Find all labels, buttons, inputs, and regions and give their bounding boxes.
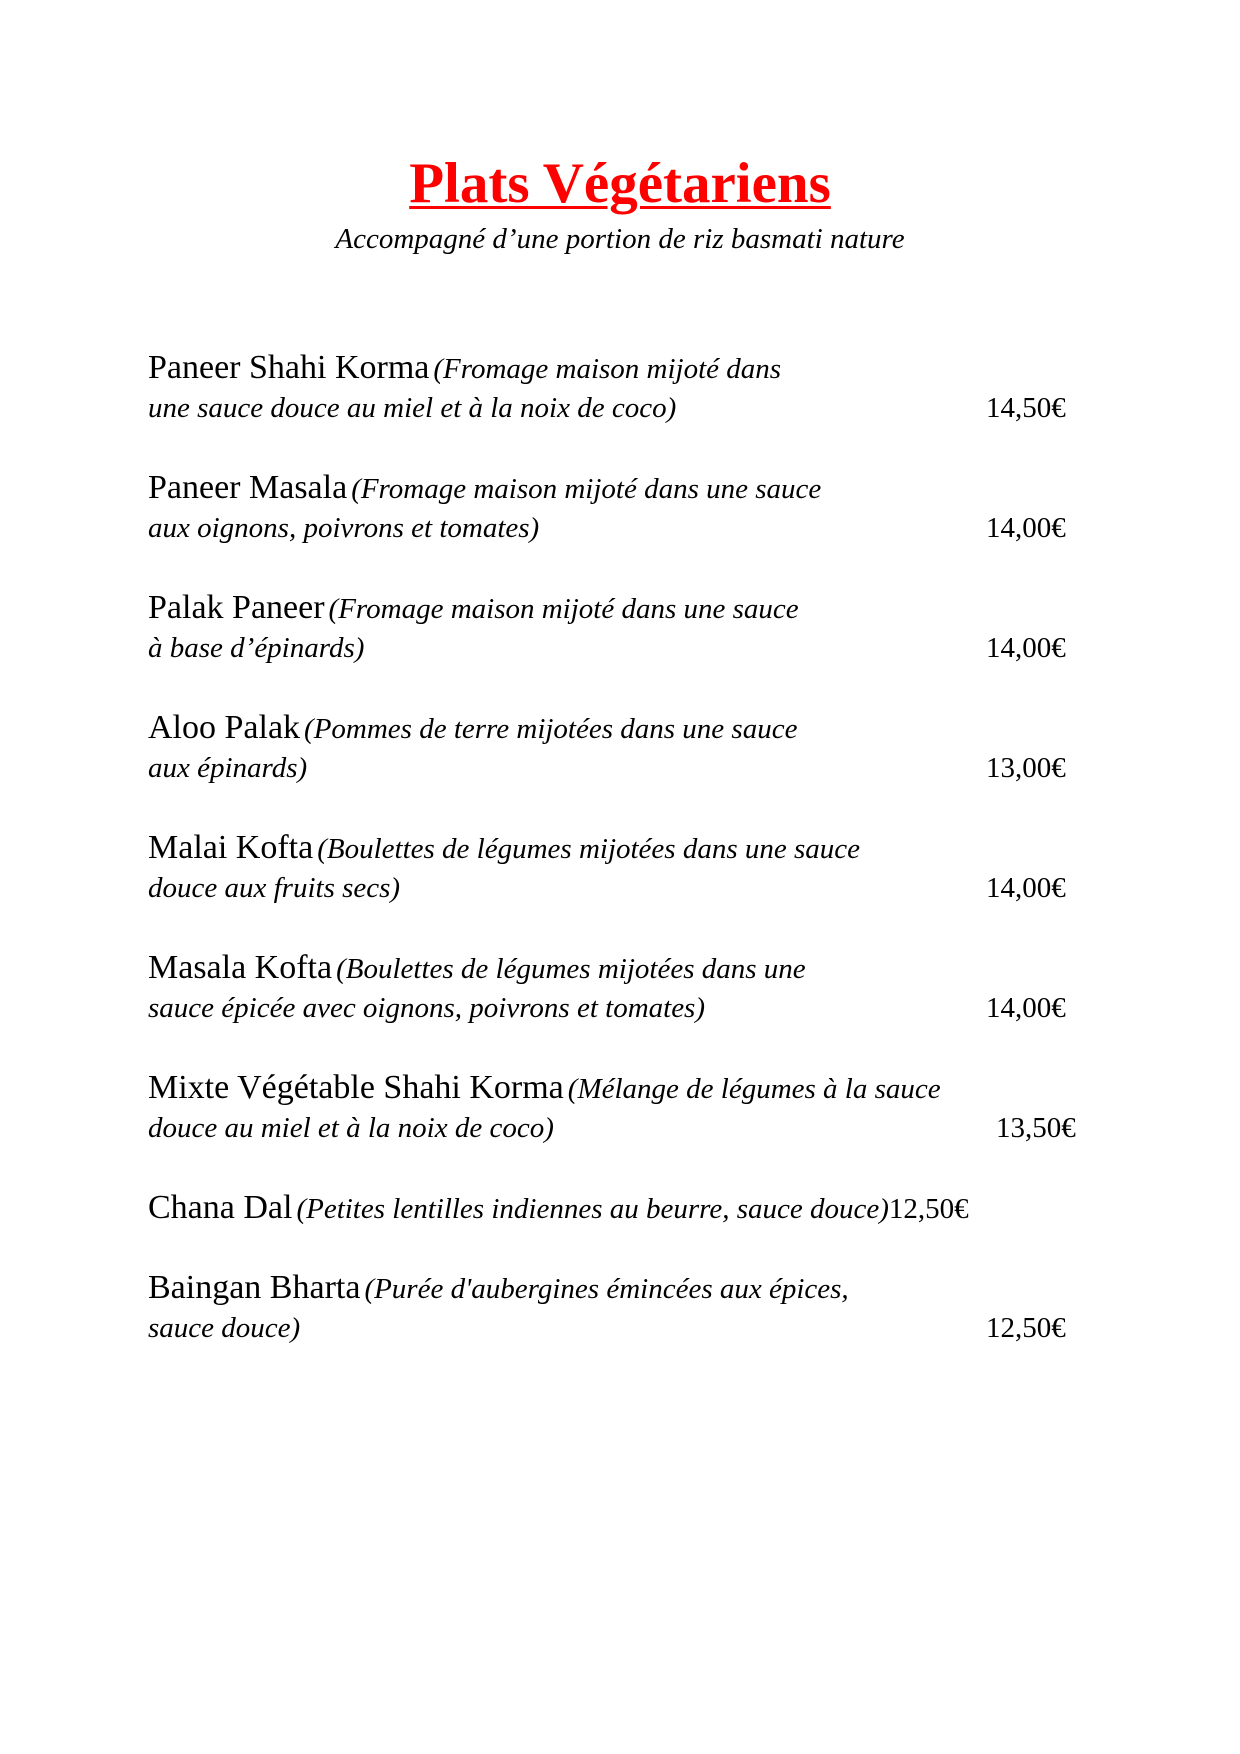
dish-name: Masala Kofta <box>148 949 333 986</box>
dish-description-line-2: sauce épicée avec oignons, poivrons et tomates) <box>148 992 706 1024</box>
menu-item-aloo-palak <box>148 708 1098 788</box>
dish-description-line-2: sauce douce) <box>148 1312 301 1344</box>
dish-description: (Purée d'aubergines émincées aux épices, <box>364 1273 849 1305</box>
dish-name: Aloo Palak <box>148 709 301 746</box>
dish-description: (Boulettes de légumes mijotées dans une sauce <box>317 833 861 865</box>
menu-item-paneer-masala <box>148 468 1098 548</box>
dish-description: (Mélange de légumes à la sauce <box>567 1073 941 1105</box>
dish-name: Baingan Bharta <box>148 1269 361 1306</box>
page-subtitle: Accompagné d’une portion de riz basmati nature <box>335 223 905 255</box>
dish-name: Mixte Végétable Shahi Korma <box>148 1069 564 1106</box>
dish-description-line-2: douce aux fruits secs) <box>148 872 401 904</box>
dish-price: 13,50€ <box>996 1112 1076 1144</box>
dish-description: (Petites lentilles indiennes au beurre, sauce douce) <box>296 1193 889 1225</box>
dish-price: 14,00€ <box>986 632 1066 664</box>
dish-name: Chana Dal <box>148 1189 293 1226</box>
dish-price: 14,50€ <box>986 392 1066 424</box>
menu-item-mixte-vegetable-shahi-korma <box>148 1068 1098 1148</box>
dish-description-line-2: aux épinards) <box>148 752 308 784</box>
dish-description: (Fromage maison mijoté dans <box>433 353 782 385</box>
menu-item-baingan-bharta <box>148 1268 1098 1348</box>
menu-item-palak-paneer <box>148 588 1098 668</box>
dish-description-line-2: douce au miel et à la noix de coco) <box>148 1112 554 1144</box>
dish-name: Paneer Shahi Korma <box>148 349 430 386</box>
dish-price: 12,50€ <box>986 1312 1066 1344</box>
menu-item-malai-kofta <box>148 828 1098 908</box>
dish-description: (Pommes de terre mijotées dans une sauce <box>304 713 798 745</box>
dish-price: 14,00€ <box>986 992 1066 1024</box>
dish-description: (Boulettes de légumes mijotées dans une <box>336 953 806 985</box>
dish-description: (Fromage maison mijoté dans une sauce <box>351 473 822 505</box>
dish-description-line-2: aux oignons, poivrons et tomates) <box>148 512 540 544</box>
dish-name: Palak Paneer <box>148 589 325 626</box>
dish-price: 13,00€ <box>986 752 1066 784</box>
menu-item-chana-dal <box>148 1188 1098 1228</box>
dish-description: (Fromage maison mijoté dans une sauce <box>328 593 799 625</box>
dish-price: 12,50€ <box>888 1193 969 1225</box>
dish-price: 14,00€ <box>986 512 1066 544</box>
dish-description-line-2: une sauce douce au miel et à la noix de coco) <box>148 392 677 424</box>
dish-price: 14,00€ <box>986 872 1066 904</box>
menu-item-masala-kofta <box>148 948 1098 1028</box>
menu-item-paneer-shahi-korma <box>148 348 1098 428</box>
page-title: Plats Végétariens <box>409 152 831 215</box>
dish-description-line-2: à base d’épinards) <box>148 632 365 664</box>
menu-list <box>148 348 1098 1388</box>
dish-name: Malai Kofta <box>148 829 314 866</box>
dish-name: Paneer Masala <box>148 469 348 506</box>
